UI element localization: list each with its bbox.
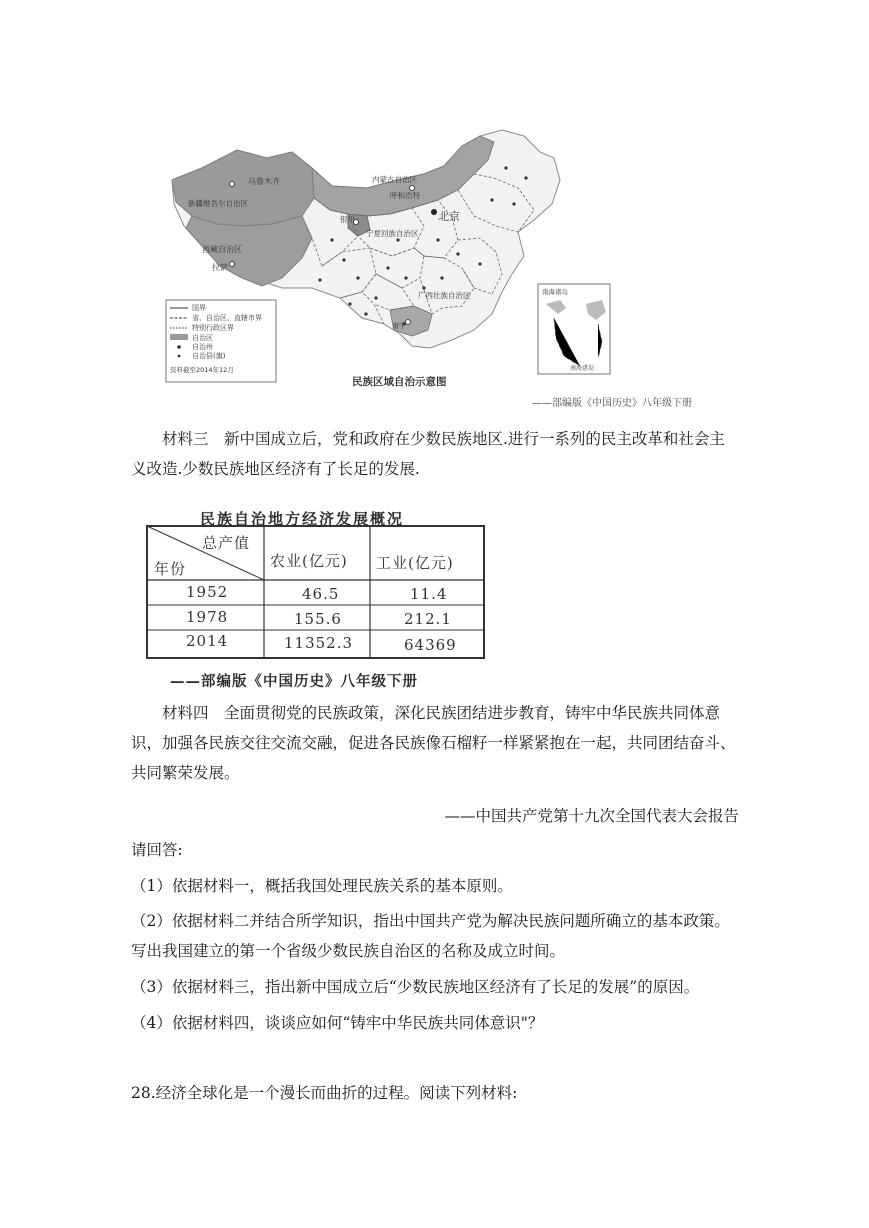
legend-item-sar: 特别行政区界 — [192, 324, 234, 332]
question-28-heading: 28.经济全球化是一个漫长而曲折的过程。阅读下列材料: — [131, 1084, 518, 1102]
table-row-2014-year: 2014 — [186, 632, 229, 650]
table-row-1952-agri: 46.5 — [302, 585, 340, 603]
svg-text:南海诸岛: 南海诸岛 — [570, 365, 595, 372]
table-source: ——部编版《中国历史》八年级下册 — [170, 673, 418, 690]
table-row-1978-year: 1978 — [186, 608, 229, 626]
svg-text:南海诸岛: 南海诸岛 — [542, 288, 568, 296]
material-three-paragraph: 材料三 新中国成立后，党和政府在少数民族地区.进行一系列的民主改革和社会主义改造.少数民族地区经济有了长足的发展. — [131, 430, 725, 478]
legend-item-border: 国界 — [192, 304, 206, 312]
table-title: 民族自治地方经济发展概况 — [200, 510, 405, 528]
map-label-xizang: 西藏自治区 — [202, 245, 242, 254]
table-row-1978-ind: 212.1 — [404, 610, 452, 628]
map-label-beijing: 北京 — [438, 210, 460, 223]
map-legend — [166, 300, 276, 382]
table-header-agriculture: 农业(亿元) — [270, 552, 348, 570]
material-four-paragraph: 材料四 全面贯彻党的民族政策，深化民族团结进步教育，铸牢中华民族共同体意识，加强各民族交往交流交融，促进各民族像石榴籽一样紧紧抱在一起，共同团结奋斗、共同繁荣发展。 — [131, 704, 736, 782]
question-2: （2）依据材料二并结合所学知识，指出中国共产党为解决民族问题所确立的基本政策。写出我国建立的第一个省级少数民族自治区的名称及成立时间。 — [131, 912, 730, 960]
legend-item-region: 自治区 — [192, 334, 213, 342]
map-label-yinchuan: 银川 — [340, 215, 355, 224]
legend-item-province: 省、自治区、直辖市界 — [192, 314, 262, 322]
map-label-nanning: 南宁 — [392, 322, 406, 330]
ethnic-autonomy-map — [162, 128, 722, 410]
map-label-lhasa: 拉萨 — [212, 263, 228, 272]
map-caption: 民族区域自治示意图 — [352, 376, 447, 388]
economic-development-table — [140, 504, 492, 694]
table-row-1978-agri: 155.6 — [294, 610, 342, 628]
question-1: （1）依据材料一，概括我国处理民族关系的基本原则。 — [131, 877, 513, 895]
question-3: （3）依据材料三，指出新中国成立后“少数民族地区经济有了长足的发展”的原因。 — [131, 978, 700, 996]
table-header-industry: 工业(亿元) — [376, 554, 454, 572]
legend-date-note: 资料截至2014年12月 — [170, 366, 234, 374]
table-row-1952-year: 1952 — [186, 583, 229, 601]
map-label-guangxi: 广西壮族自治区 — [418, 291, 471, 300]
map-label-ningxia: 宁夏回族自治区 — [366, 229, 419, 238]
map-label-neimenggu: 内蒙古自治区 — [372, 175, 417, 184]
south-china-sea-inset — [538, 284, 610, 374]
table-row-2014-agri: 11352.3 — [284, 634, 354, 652]
table-corner-bottom: 年份 — [154, 560, 187, 578]
map-label-hohhot: 呼和浩特 — [390, 191, 420, 200]
table-row-2014-ind: 64369 — [404, 636, 457, 654]
table-row-1952-ind: 11.4 — [410, 585, 448, 603]
question-4: （4）依据材料四，谈谈应如何“铸牢中华民族共同体意识"？ — [131, 1014, 544, 1032]
map-source: ——部编版《中国历史》八年级下册 — [532, 398, 692, 409]
legend-item-county: 自治县(旗) — [192, 352, 226, 360]
map-label-xinjiang: 新疆维吾尔自治区 — [188, 199, 248, 208]
questions-intro: 请回答: — [131, 841, 183, 859]
material-four-source: ——中国共产党第十九次全国代表大会报告 — [444, 807, 739, 825]
legend-item-prefecture: 自治州 — [192, 343, 213, 351]
map-label-urumqi: 乌鲁木齐 — [248, 177, 280, 186]
table-corner-top: 总产值 — [202, 534, 251, 552]
